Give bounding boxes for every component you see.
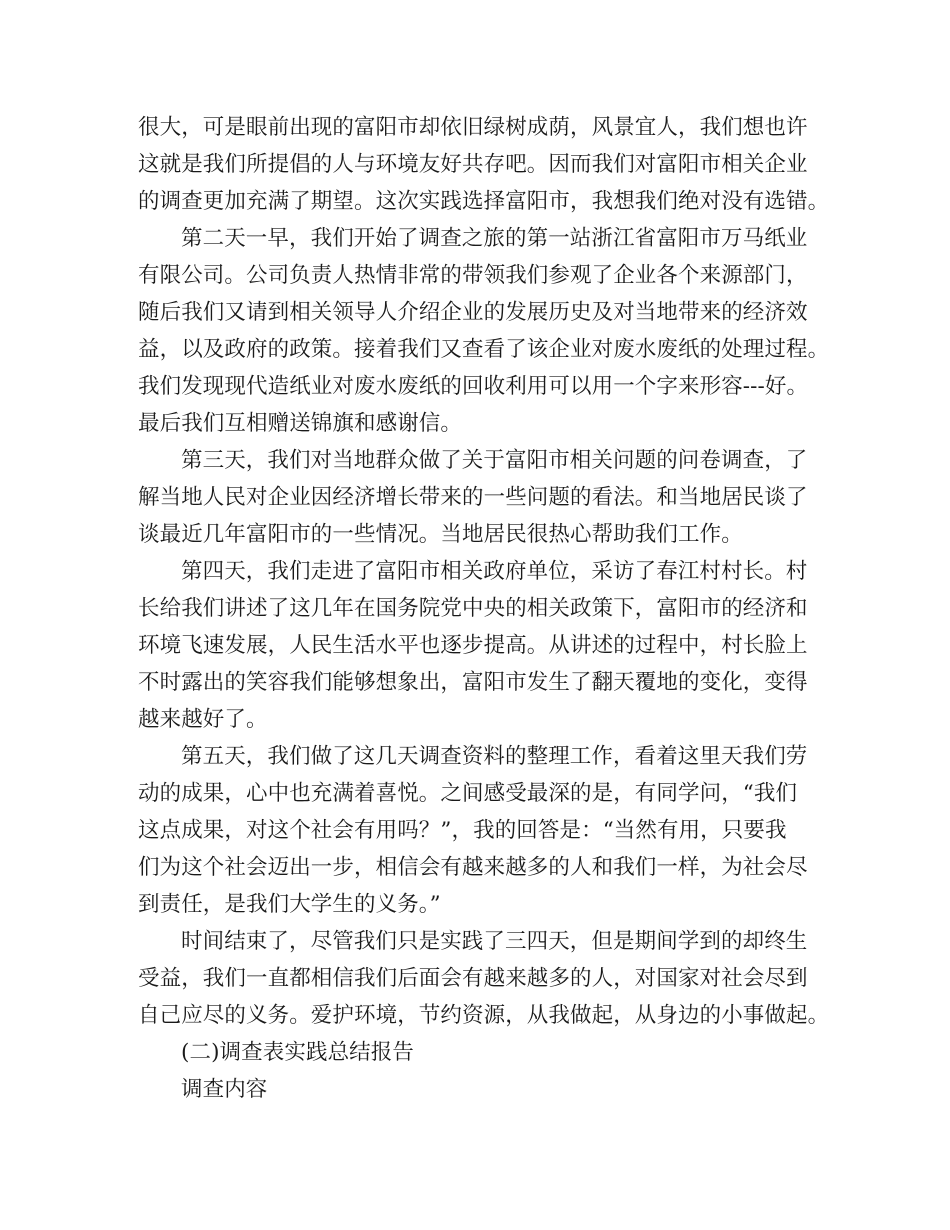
paragraph-start-line: 第四天，我们走进了富阳市相关政府单位，采访了春江村村长。村 — [181, 559, 808, 584]
text-line: 环境飞速发展，人民生活水平也逐步提高。从讲述的过程中，村长脸上 — [138, 633, 808, 658]
text-line: 我们发现现代造纸业对废水废纸的回收利用可以用一个字来形容---好。 — [138, 374, 809, 399]
text-line: 动的成果，心中也充满着喜悦。之间感受最深的是，有同学问，“我们 — [138, 781, 798, 806]
text-line: 谈最近几年富阳市的一些情况。当地居民很热心帮助我们工作。 — [138, 522, 743, 547]
text-line: 自己应尽的义务。爱护环境，节约资源，从我做起，从身边的小事做起。 — [138, 1003, 830, 1028]
paragraph-start-line: 第五天，我们做了这几天调查资料的整理工作，看着这里天我们劳 — [181, 744, 808, 769]
text-line: 有限公司。公司负责人热情非常的带领我们参观了企业各个来源部门， — [138, 263, 808, 288]
text-line: 们为这个社会迈出一步，相信会有越来越多的人和我们一样，为社会尽 — [138, 855, 808, 880]
text-line: 长给我们讲述了这几年在国务院党中央的相关政策下，富阳市的经济和 — [138, 596, 808, 621]
text-line: 这点成果，对这个社会有用吗？”，我的回答是：“当然有用，只要我 — [138, 818, 787, 843]
paragraph-start-line: 第三天，我们对当地群众做了关于富阳市相关问题的问卷调查，了 — [181, 448, 808, 473]
text-line: 受益，我们一直都相信我们后面会有越来越多的人，对国家对社会尽到 — [138, 966, 808, 991]
text-line: 不时露出的笑容我们能够想象出，富阳市发生了翻天覆地的变化，变得 — [138, 670, 808, 695]
text-line: 的调查更加充满了期望。这次实践选择富阳市，我想我们绝对没有选错。 — [138, 189, 830, 214]
subsection-heading: 调查内容 — [181, 1077, 268, 1102]
text-line: 很大，可是眼前出现的富阳市却依旧绿树成荫，风景宜人，我们想也许 — [138, 115, 808, 140]
text-line: 随后我们又请到相关领导人介绍企业的发展历史及对当地带来的经济效 — [138, 300, 808, 325]
section-heading: (二)调查表实践总结报告 — [181, 1040, 414, 1065]
text-line: 解当地人民对企业因经济增长带来的一些问题的看法。和当地居民谈了 — [138, 485, 808, 510]
text-line: 到责任，是我们大学生的义务。” — [138, 892, 441, 917]
text-line: 越来越好了。 — [138, 707, 268, 732]
text-line: 最后我们互相赠送锦旗和感谢信。 — [138, 411, 463, 436]
paragraph-start-line: 第二天一早，我们开始了调查之旅的第一站浙江省富阳市万马纸业 — [181, 226, 808, 251]
text-line: 这就是我们所提倡的人与环境友好共存吧。因而我们对富阳市相关企业 — [138, 152, 808, 177]
text-line: 益，以及政府的政策。接着我们又查看了该企业对废水废纸的处理过程。 — [138, 337, 830, 362]
paragraph-start-line: 时间结束了，尽管我们只是实践了三四天，但是期间学到的却终生 — [181, 929, 808, 954]
